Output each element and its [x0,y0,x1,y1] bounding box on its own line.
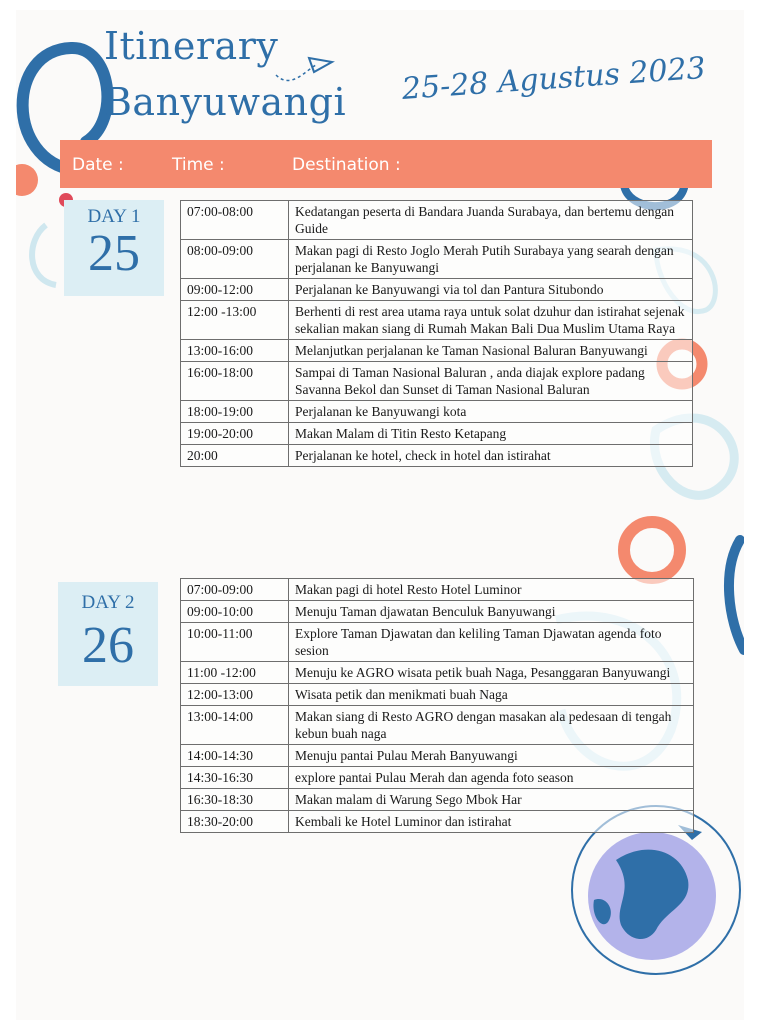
itinerary-page [16,10,744,1020]
header-date: Date : [72,155,124,175]
time-cell: 10:00-11:00 [181,623,289,662]
table-row [181,579,694,601]
table-row [181,279,693,301]
destination-cell: Menuju ke AGRO wisata petik buah Naga, Pesanggaran Banyuwangi [289,662,694,684]
day-number: 26 [82,617,134,674]
destination-cell: Makan Malam di Titin Resto Ketapang [289,423,693,445]
day-2-schedule [180,578,694,833]
table-row [181,601,694,623]
day-1-schedule [180,200,693,467]
table-row [181,301,693,340]
table-row [181,662,694,684]
table-row [181,789,694,811]
time-cell: 07:00-08:00 [181,201,289,240]
table-row [181,201,693,240]
destination-cell: Makan pagi di hotel Resto Hotel Luminor [289,579,694,601]
time-cell: 19:00-20:00 [181,423,289,445]
destination-cell: Perjalanan ke hotel, check in hotel dan istirahat [289,445,693,467]
time-cell: 16:00-18:00 [181,362,289,401]
table-row [181,623,694,662]
time-cell: 09:00-12:00 [181,279,289,301]
table-row [181,340,693,362]
table-row [181,362,693,401]
table-row [181,706,694,745]
destination-cell: Kedatangan peserta di Bandara Juanda Surabaya, dan bertemu dengan Guide [289,201,693,240]
time-cell: 14:30-16:30 [181,767,289,789]
table-row [181,423,693,445]
destination-cell: Berhenti di rest area utama raya untuk solat dzuhur dan istirahat sejenak sekalian makan siang di Rumah Makan Bali Dua Muslim Utama Raya [289,301,693,340]
time-cell: 20:00 [181,445,289,467]
table-row [181,445,693,467]
table-row [181,745,694,767]
time-cell: 13:00-16:00 [181,340,289,362]
time-cell: 12:00 -13:00 [181,301,289,340]
destination-cell: Makan malam di Warung Sego Mbok Har [289,789,694,811]
time-cell: 08:00-09:00 [181,240,289,279]
time-cell: 07:00-09:00 [181,579,289,601]
header-time: Time : [172,155,225,175]
destination-cell: Explore Taman Djawatan dan keliling Taman Djawatan agenda foto sesion [289,623,694,662]
destination-cell: Perjalanan ke Banyuwangi kota [289,401,693,423]
time-cell: 14:00-14:30 [181,745,289,767]
title-line1: Itinerary [104,24,279,68]
destination-cell: Perjalanan ke Banyuwangi via tol dan Pantura Situbondo [289,279,693,301]
header-bar [60,140,712,188]
table-row [181,767,694,789]
table-row [181,240,693,279]
destination-cell: explore pantai Pulau Merah dan agenda foto season [289,767,694,789]
day-label: DAY 1 [87,206,141,227]
destination-cell: Makan siang di Resto AGRO dengan masakan ala pedesaan di tengah kebun buah naga [289,706,694,745]
time-cell: 13:00-14:00 [181,706,289,745]
day-label: DAY 2 [81,592,135,613]
table-row [181,811,694,833]
time-cell: 18:00-19:00 [181,401,289,423]
table-row [181,684,694,706]
time-cell: 16:30-18:30 [181,789,289,811]
table-row [181,401,693,423]
header-destination: Destination : [292,155,401,175]
destination-cell: Makan pagi di Resto Joglo Merah Putih Surabaya yang searah dengan perjalanan ke Banyuwangi [289,240,693,279]
day-badge-2 [58,582,158,686]
time-cell: 12:00-13:00 [181,684,289,706]
destination-cell: Melanjutkan perjalanan ke Taman Nasional Baluran Banyuwangi [289,340,693,362]
title-line2: Banyuwangi [104,80,347,124]
date-range: 25-28 Agustus 2023 [400,50,707,107]
time-cell: 18:30-20:00 [181,811,289,833]
destination-cell: Menuju Taman djawatan Benculuk Banyuwangi [289,601,694,623]
time-cell: 11:00 -12:00 [181,662,289,684]
destination-cell: Wisata petik dan menikmati buah Naga [289,684,694,706]
destination-cell: Menuju pantai Pulau Merah Banyuwangi [289,745,694,767]
day-badge-1 [64,200,164,296]
time-cell: 09:00-10:00 [181,601,289,623]
destination-cell: Sampai di Taman Nasional Baluran , anda diajak explore padang Savanna Bekol dan Sunset di Taman Nasional Baluran [289,362,693,401]
destination-cell: Kembali ke Hotel Luminor dan istirahat [289,811,694,833]
day-number: 25 [88,225,140,282]
